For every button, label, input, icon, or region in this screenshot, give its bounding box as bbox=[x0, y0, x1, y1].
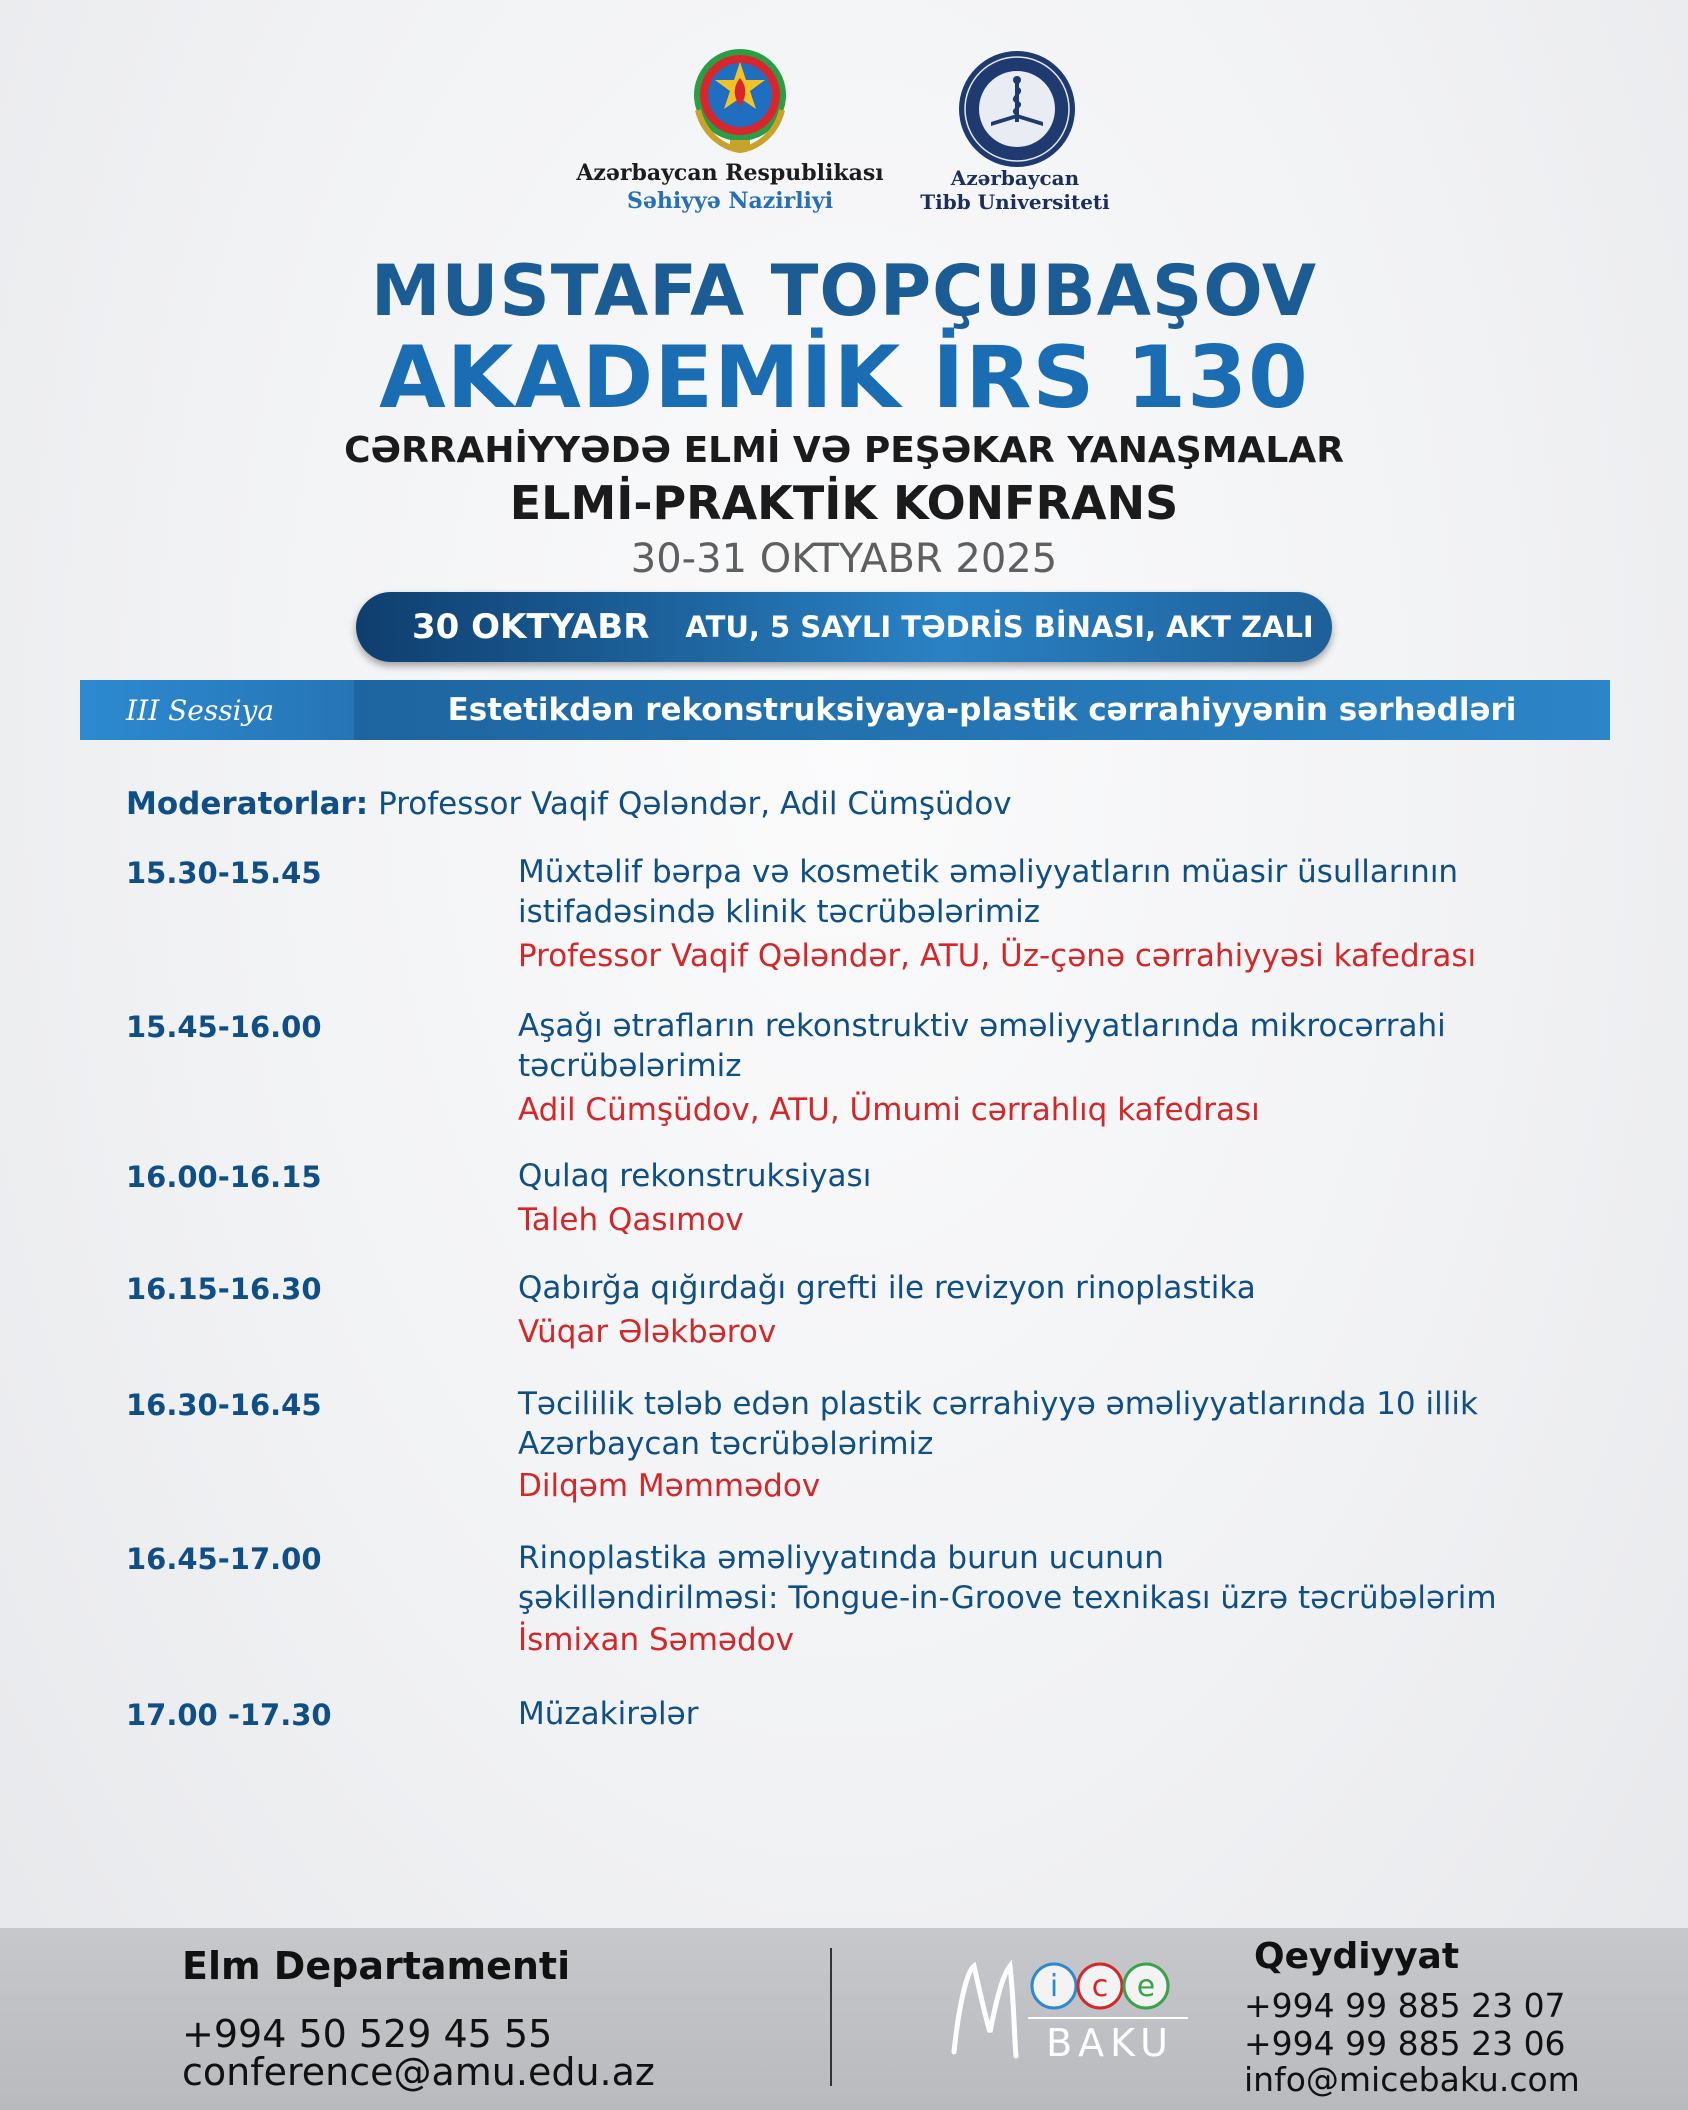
talk-title-line: Müzakirələr bbox=[518, 1696, 699, 1732]
schedule-time: 16.45-17.00 bbox=[126, 1542, 322, 1576]
day-venue-banner bbox=[356, 592, 1332, 662]
speaker-name: Taleh Qasımov bbox=[518, 1202, 744, 1238]
schedule-time: 17.00 -17.30 bbox=[126, 1698, 332, 1732]
logo-baku-text: BAKU bbox=[1046, 2021, 1174, 2065]
conference-type: ELMİ-PRAKTİK KONFRANS bbox=[509, 476, 1179, 530]
moderators bbox=[126, 786, 1012, 822]
day-date: 30 OKTYABR bbox=[412, 607, 650, 647]
university-seal-logo bbox=[956, 48, 1078, 170]
schedule-time: 16.30-16.45 bbox=[126, 1388, 322, 1422]
footer-left-title: Elm Departamenti bbox=[182, 1944, 571, 1988]
speaker-name: İsmixan Səmədov bbox=[518, 1622, 794, 1658]
talk-title-line: şəkilləndirilməsi: Tongue-in-Groove texnikası üzrə təcrübələrim bbox=[518, 1580, 1497, 1616]
conference-subtitle: CƏRRAHİYYƏDƏ ELMİ VƏ PEŞƏKAR YANAŞMALAR bbox=[344, 430, 1344, 471]
talk-title bbox=[518, 852, 1628, 932]
talk-title bbox=[518, 1006, 1628, 1086]
talk-title-line: Qulaq rekonstruksiyası bbox=[518, 1158, 872, 1194]
conference-dates: 30-31 OKTYABR 2025 bbox=[630, 536, 1058, 582]
speaker-name: Adil Cümşüdov, ATU, Ümumi cərrahlıq kafedrası bbox=[518, 1092, 1260, 1128]
talk-title-line: təcrübələrimiz bbox=[518, 1048, 742, 1084]
azerbaijan-emblem-logo bbox=[680, 40, 800, 160]
gov-name-line1: Azərbaycan Respublikası bbox=[576, 160, 884, 186]
gov-name-line2: Səhiyyə Nazirliyi bbox=[626, 188, 834, 214]
talk-title bbox=[518, 1156, 1628, 1196]
talk-title-line: Qabırğa qığırdağı grefti ile revizyon rinoplastika bbox=[518, 1270, 1256, 1306]
moderators-names: Professor Vaqif Qələndər, Adil Cümşüdov bbox=[378, 786, 1012, 822]
logo-letter-i: i bbox=[1049, 1969, 1059, 2004]
title-line1: MUSTAFA TOPÇUBAŞOV bbox=[370, 250, 1318, 332]
schedule-time: 15.30-15.45 bbox=[126, 856, 322, 890]
schedule-time: 16.00-16.15 bbox=[126, 1160, 322, 1194]
footer-divider bbox=[830, 1948, 832, 2086]
talk-title bbox=[518, 1694, 1628, 1734]
talk-title-line: Rinoplastika əməliyyatında burun ucunun bbox=[518, 1540, 1164, 1576]
talk-title-line: Təcililik tələb edən plastik cərrahiyyə əməliyyatlarında 10 illik bbox=[518, 1386, 1478, 1422]
talk-title-line: istifadəsində klinik təcrübələrimiz bbox=[518, 894, 1040, 930]
uni-name-line1: Azərbaycan bbox=[950, 166, 1080, 190]
micebaku-logo bbox=[944, 1952, 1194, 2074]
session-title: Estetikdən rekonstruksiyaya-plastik cərrahiyyənin sərhədləri bbox=[447, 692, 1517, 728]
talk-title bbox=[518, 1384, 1628, 1464]
schedule-time: 16.15-16.30 bbox=[126, 1272, 322, 1306]
moderators-label: Moderatorlar: bbox=[126, 786, 369, 822]
footer-right-phone1: +994 99 885 23 07 bbox=[1244, 1986, 1566, 2025]
footer-left-email: conference@amu.edu.az bbox=[182, 2050, 655, 2094]
logo-letter-c: c bbox=[1091, 1969, 1109, 2004]
session-label: III Sessiya bbox=[126, 693, 275, 727]
talk-title-line: Azərbaycan təcrübələrimiz bbox=[518, 1426, 934, 1462]
footer-left-phone: +994 50 529 45 55 bbox=[182, 2012, 553, 2056]
uni-name-line2: Tibb Universiteti bbox=[920, 190, 1110, 214]
day-venue: ATU, 5 SAYLI TƏDRİS BİNASI, AKT ZALI bbox=[685, 610, 1314, 644]
talk-title bbox=[518, 1538, 1628, 1618]
session-label-box bbox=[80, 680, 354, 740]
footer-right-title: Qeydiyyat bbox=[1254, 1936, 1460, 1977]
footer-right-phone2: +994 99 885 23 06 bbox=[1244, 2024, 1566, 2063]
schedule-time: 15.45-16.00 bbox=[126, 1010, 322, 1044]
title-line2: AKADEMİK İRS 130 bbox=[379, 328, 1309, 428]
talk-title bbox=[518, 1268, 1628, 1308]
speaker-name: Vüqar Ələkbərov bbox=[518, 1314, 777, 1350]
speaker-name: Dilqəm Məmmədov bbox=[518, 1468, 821, 1504]
logo-letter-e: e bbox=[1136, 1969, 1156, 2004]
speaker-name: Professor Vaqif Qələndər, ATU, Üz-çənə cərrahiyyəsi kafedrası bbox=[518, 938, 1477, 974]
talk-title-line: Aşağı ətrafların rekonstruktiv əməliyyatlarında mikrocərrahi bbox=[518, 1008, 1446, 1044]
talk-title-line: Müxtəlif bərpa və kosmetik əməliyyatların müasir üsullarının bbox=[518, 854, 1459, 890]
footer-right-email: info@micebaku.com bbox=[1244, 2060, 1580, 2099]
